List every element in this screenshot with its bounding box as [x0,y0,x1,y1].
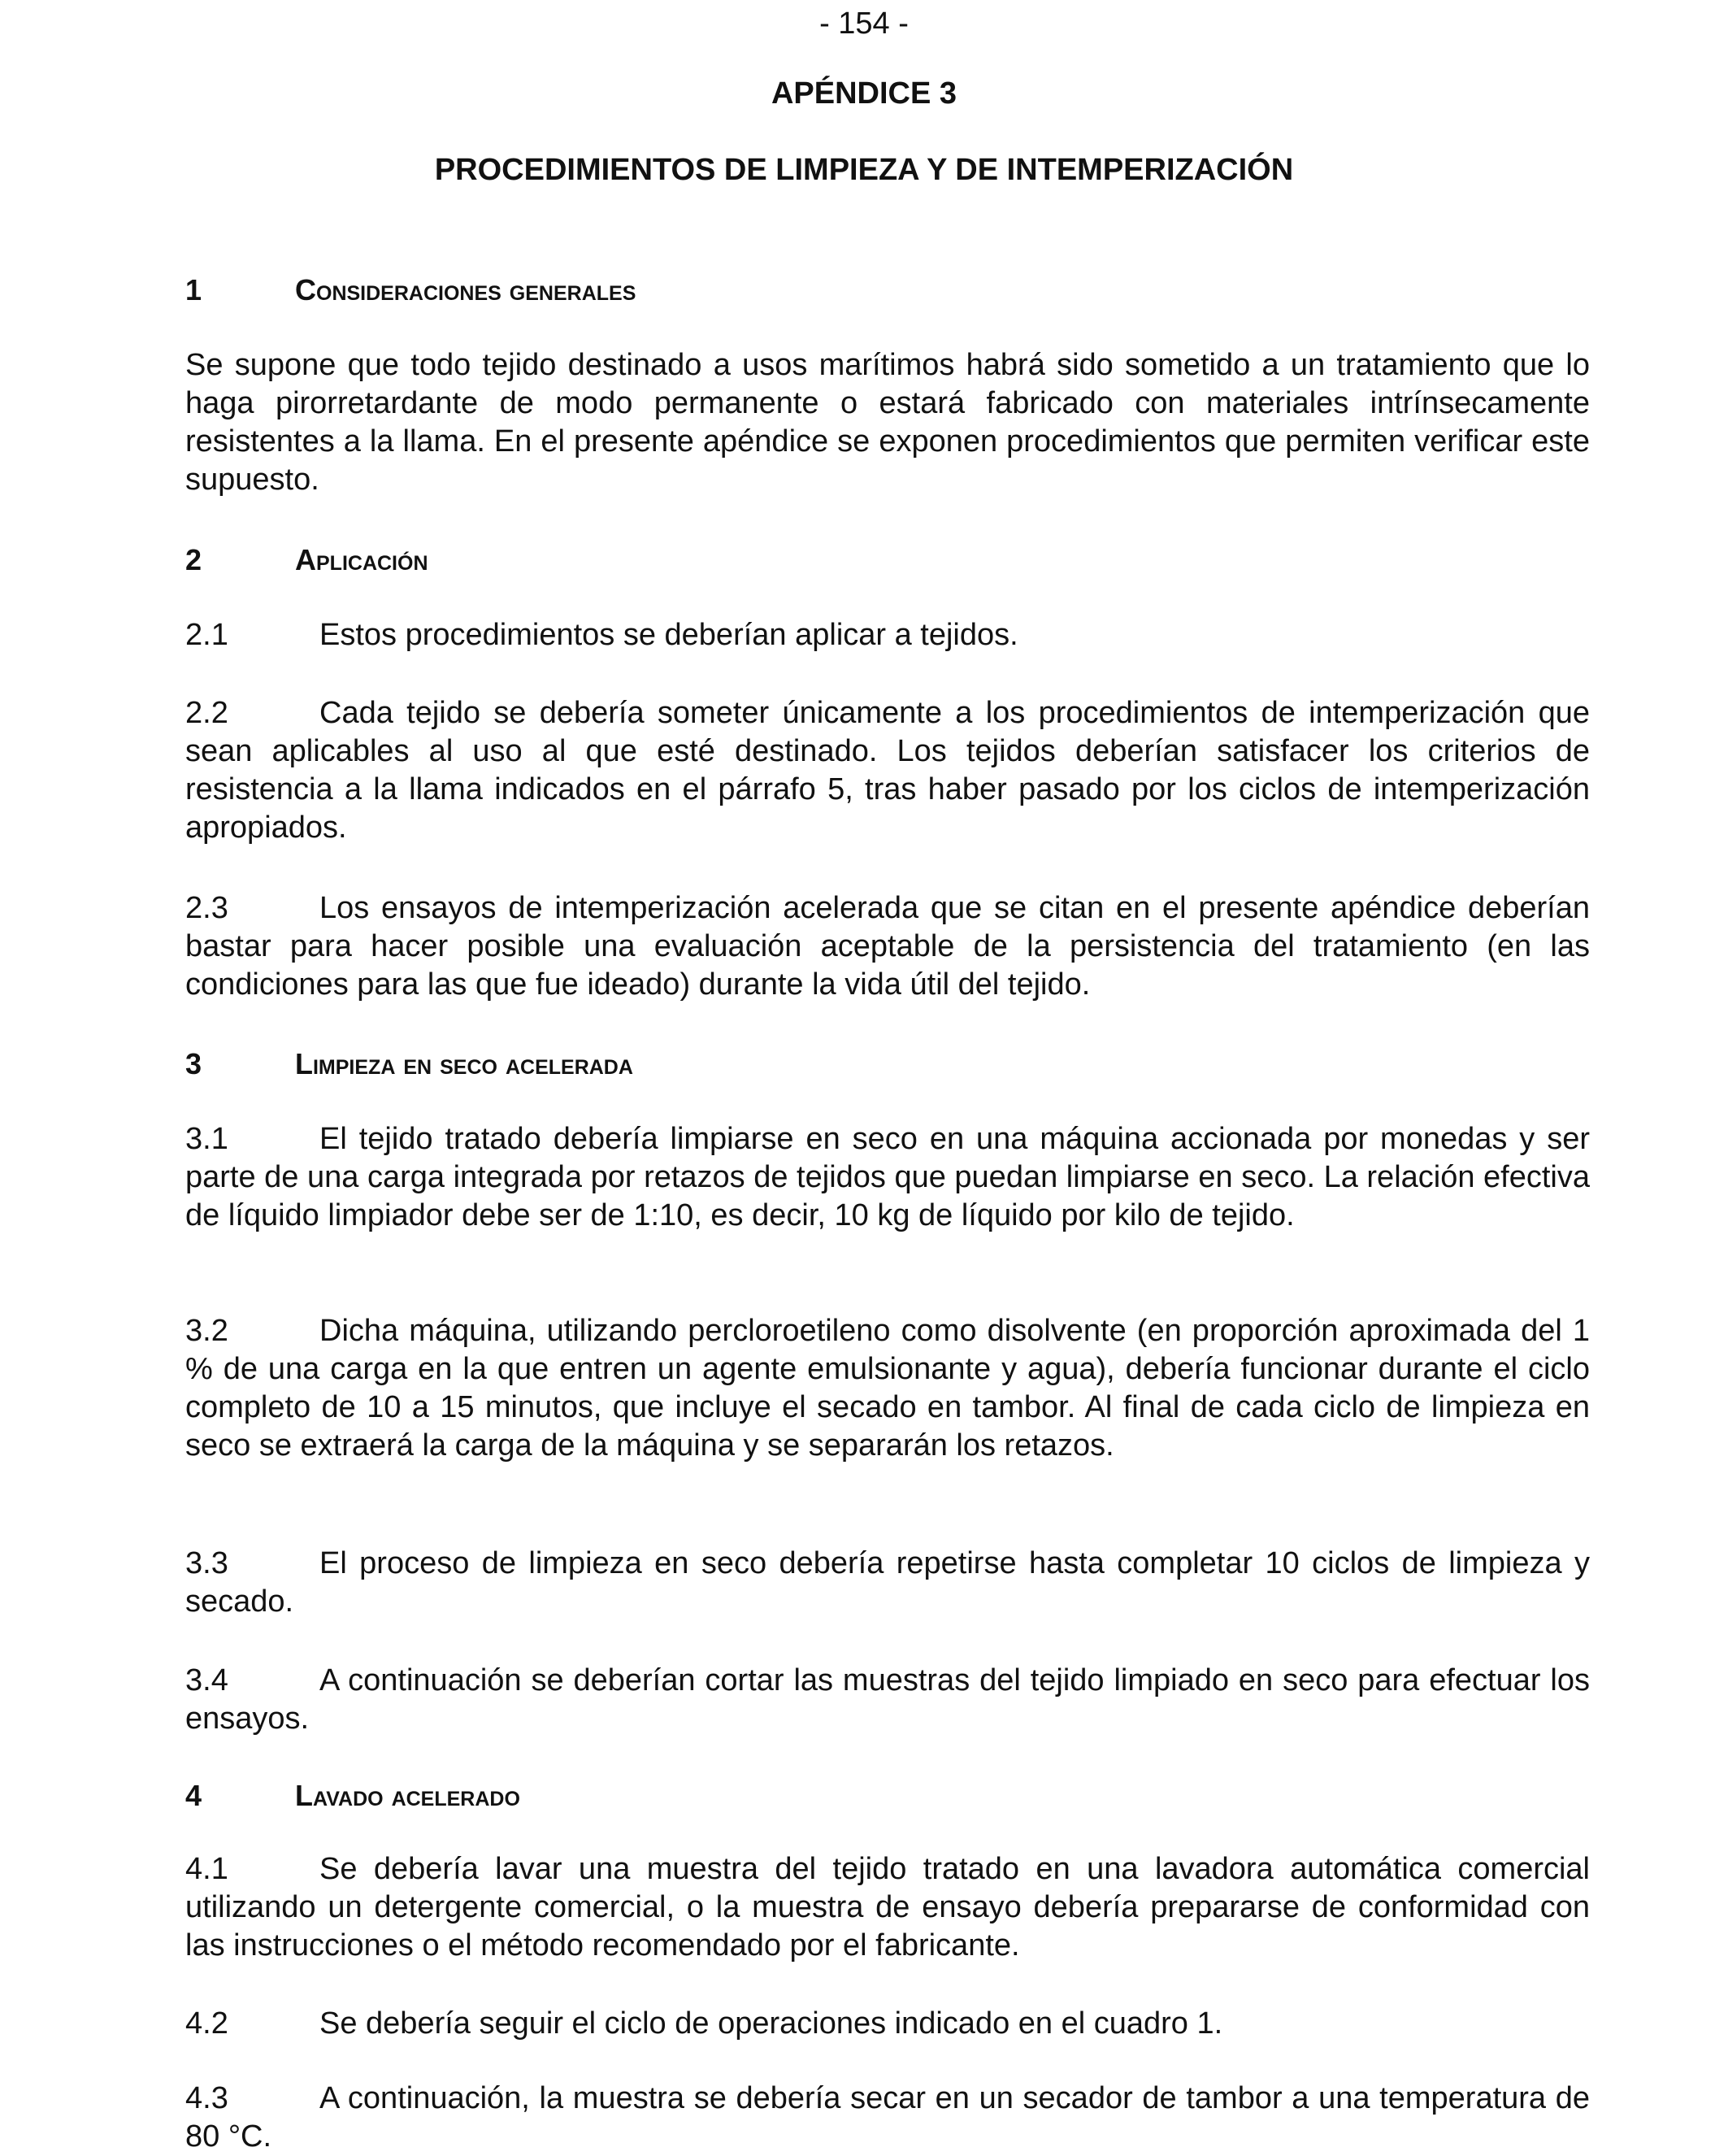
page-number: - 154 - [819,7,909,41]
section-heading-3 [185,1047,1590,1081]
paragraph-number: 3.1 [185,1122,228,1156]
paragraph-text: Los ensayos de intemperización acelerada que se citan en el presente apéndice deberían bastar para hacer posible una evaluación aceptable de la persistencia del tratamiento (en las condiciones para las que fue ideado) durante la vida útil del tejido. [185,891,1590,1002]
section-number: 3 [185,1047,202,1080]
page-title: APÉNDICE 3 [771,76,957,111]
paragraph-2-3 [185,889,1590,1004]
paragraph-4-3 [185,2080,1590,2156]
paragraph-3-1 [185,1120,1590,1235]
paragraph-text: Dicha máquina, utilizando percloroetileno como disolvente (en proporción aproximada del 1 % de una carga en la que entren un agente emulsionante y agua), debería funcionar durante el ciclo completo de 10 a 15 minutos, que incluye el secado en tambor. Al final de cada ciclo de limpieza en seco se extraerá la carga de la máquina y se separarán los retazos. [185,1314,1590,1463]
paragraph-text: Se debería lavar una muestra del tejido tratado en una lavadora automática comercial utilizando un detergente comercial, o la muestra de ensayo debería prepararse de conformidad con las instrucciones o el método recomendado por el fabricante. [185,1852,1590,1963]
section-title: Consideraciones generales [295,273,636,306]
paragraph-3-3 [185,1545,1590,1621]
paragraph-3-2 [185,1312,1590,1465]
paragraph-text: El proceso de limpieza en seco debería repetirse hasta completar 10 ciclos de limpieza y secado. [185,1546,1590,1619]
paragraph-text: A continuación se deberían cortar las muestras del tejido limpiado en seco para efectuar los ensayos. [185,1663,1590,1736]
paragraph-number: 2.2 [185,696,228,730]
paragraph-3-4 [185,1662,1590,1738]
paragraph-number: 3.4 [185,1663,228,1697]
paragraph-number: 2.3 [185,891,228,925]
section-number: 1 [185,273,202,306]
paragraph-number: 4.2 [185,2006,228,2041]
paragraph-text: A continuación, la muestra se debería secar en un secador de tambor a una temperatura de 80 °C. [185,2081,1590,2154]
section-title: Lavado acelerado [295,1779,520,1812]
section-title: Limpieza en seco acelerada [295,1047,633,1080]
paragraph-number: 3.2 [185,1314,228,1348]
paragraph-number: 4.1 [185,1852,228,1886]
paragraph-text: El tejido tratado debería limpiarse en seco en una máquina accionada por monedas y ser parte de una carga integrada por retazos de tejidos que puedan limpiarse en seco. La relación efectiva de líquido limpiador debe ser de 1:10, es decir, 10 kg de líquido por kilo de tejido. [185,1122,1590,1232]
paragraph-1 [185,346,1590,499]
paragraph-text: Estos procedimientos se deberían aplicar a tejidos. [319,618,1018,652]
paragraph-number: 4.3 [185,2081,228,2115]
paragraph-2-1 [185,616,1590,654]
paragraph-4-1 [185,1850,1590,1965]
paragraph-2-2 [185,694,1590,847]
section-heading-2 [185,543,1590,577]
section-heading-1 [185,273,1590,307]
section-title: Aplicación [295,543,428,576]
paragraph-text: Se supone que todo tejido destinado a usos marítimos habrá sido sometido a un tratamiento que lo haga pirorretardante de modo permanente o estará fabricado con materiales intrínsecamente resistentes a la llama. En el presente apéndice se exponen procedimientos que permiten verificar este supuesto. [185,348,1590,497]
paragraph-number: 3.3 [185,1546,228,1580]
paragraph-text: Se debería seguir el ciclo de operaciones indicado en el cuadro 1. [319,2006,1223,2041]
page-subtitle: PROCEDIMIENTOS DE LIMPIEZA Y DE INTEMPERIZACIÓN [434,153,1294,187]
section-heading-4 [185,1779,1590,1813]
paragraph-4-2 [185,2005,1590,2043]
paragraph-number: 2.1 [185,618,228,652]
section-number: 2 [185,543,202,576]
section-number: 4 [185,1779,202,1812]
paragraph-text: Cada tejido se debería someter únicamente a los procedimientos de intemperización que sean aplicables al uso al que esté destinado. Los tejidos deberían satisfacer los criterios de resistencia a la llama indicados en el párrafo 5, tras haber pasado por los ciclos de intemperización apropiados. [185,696,1590,845]
